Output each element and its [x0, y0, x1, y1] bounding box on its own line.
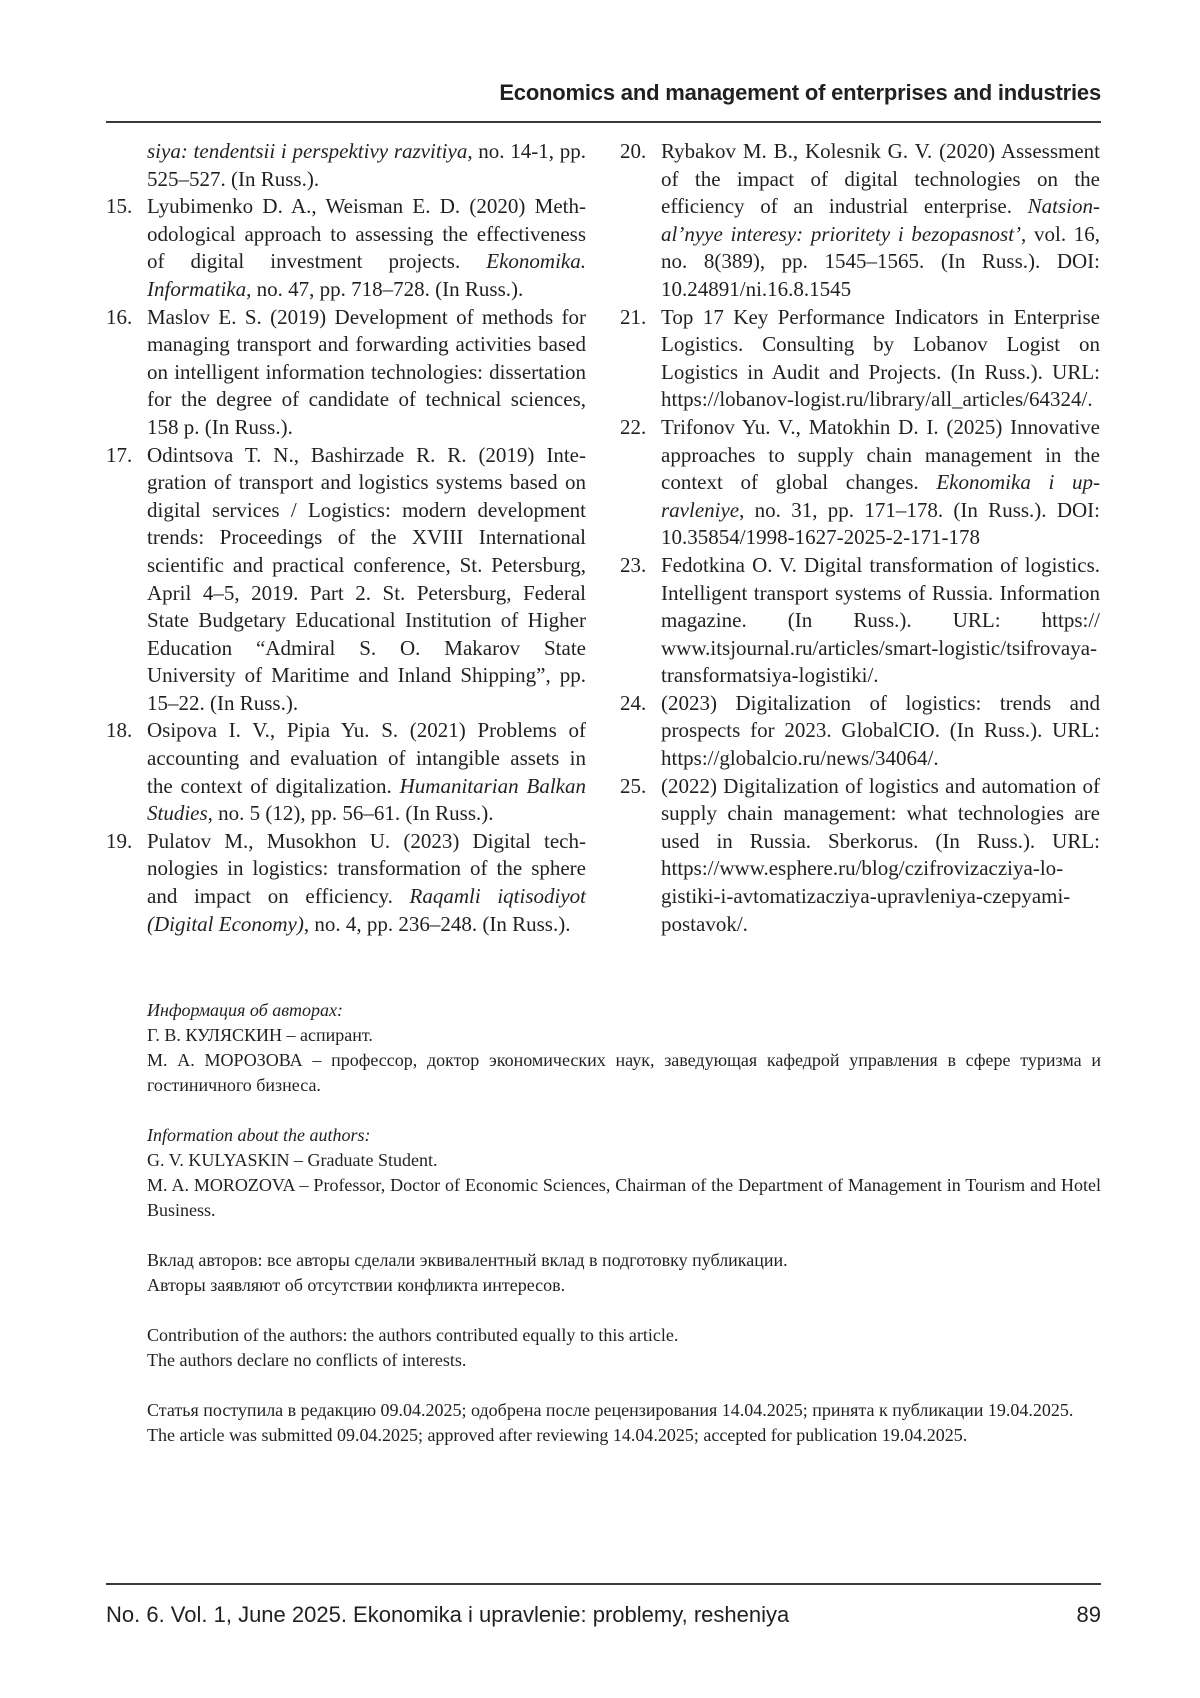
reference-number: 24.: [620, 690, 647, 715]
reference-item: [620, 414, 1100, 552]
reference-text: Trifonov Yu. V., Matokhin D. I. (2025) Innovative approaches to supply chain management in the context of global changes.: [661, 414, 1100, 495]
reference-number: 21.: [620, 304, 647, 329]
running-header: Economics and management of enterprises and industries: [499, 80, 1101, 105]
author-ru-1: Г. В. КУЛЯСКИН – аспирант.: [147, 1025, 373, 1045]
references-right-column: [620, 138, 1100, 938]
reference-item: [620, 138, 1100, 304]
reference-item: [620, 690, 1100, 773]
reference-item: [106, 828, 586, 938]
reference-item: [106, 304, 586, 442]
reference-text: , no. 47, pp. 718–728. (In Russ.).: [246, 276, 524, 301]
reference-item: [106, 717, 586, 827]
reference-text: Fedotkina O. V. Digital transformation of logistics. Intelligent transport systems of Russia. Information magazine. (In Russ.). URL: https:// www.itsjournal.ru/articles/smart-logistic/tsifrovaya-transformatsiya-logistiki/.: [661, 552, 1100, 688]
reference-text: (2022) Digitalization of logistics and automation of supply chain management: what technologies are used in Russia. Sberkorus. (In Russ.). URL: https://www.esphere.ru/blog/czifrovizacziya-logistiki-i-avtomatizacziya-upravleniya-czepyami-postavok/.: [661, 773, 1100, 936]
reference-source-title: siya: tendentsii i perspektivy razvitiya: [147, 139, 468, 163]
reference-number: 23.: [620, 552, 647, 577]
reference-text: Odintsova T. N., Bashirzade R. R. (2019) Integration of transport and logistics systems based on digital services / Logistics: modern development trends: Proceedings of the XVIII International scientific and practical conference, St. Petersburg, April 4–5, 2019. Part 2. St. Petersburg, Federal State Budgetary Educational Institution of Higher Education “Admiral S. O. Makarov State University of Maritime and Inland Shipping”, pp. 15–22. (In Russ.).: [147, 442, 586, 715]
reference-number: 15.: [106, 194, 133, 219]
author-en-1: G. V. KULYASKIN – Graduate Student.: [147, 1150, 438, 1170]
reference-text: Top 17 Key Performance Indicators in Enterprise Logistics. Consulting by Lobanov Logist on Logistics in Audit and Projects. (In Russ.). URL: https://lobanov-logist.ru/library/all_articles/64324/.: [661, 304, 1100, 412]
contribution-ru-1: Вклад авторов: все авторы сделали эквивалентный вклад в подготовку публикации.: [147, 1250, 788, 1270]
dates-ru: Статья поступила в редакцию 09.04.2025; одобрена после рецензирования 14.04.2025; принята к публикации 19.04.2025.: [147, 1400, 1074, 1420]
author-en-2: M. A. MOROZOVA – Professor, Doctor of Economic Sciences, Chairman of the Department of Management in Tourism and Hotel Business.: [147, 1175, 1101, 1220]
reference-number: 18.: [106, 718, 133, 743]
author-ru-2: М. А. МОРОЗОВА – профессор, доктор экономических наук, заведующая кафедрой управления в сфере туризма и гостиничного бизнеса.: [147, 1050, 1101, 1095]
dates-en: The article was submitted 09.04.2025; approved after reviewing 14.04.2025; accepted for publication 19.04.2025.: [147, 1425, 968, 1445]
reference-text: , no. 31, pp. 171–178. (In Russ.). DOI: 10.35854/1998-1627-2025-2-171-178: [661, 497, 1100, 550]
reference-text: , no. 4, pp. 236–248. (In Russ.).: [303, 911, 571, 936]
journal-footer: No. 6. Vol. 1, June 2025. Ekonomika i upravlenie: problemy, resheniya: [106, 1602, 790, 1627]
reference-text: Osipova I. V., Pipia Yu. S. (2021) Problems of accounting and evaluation of intangible assets in the context of digitalization.: [147, 718, 586, 798]
page-number: 89: [1076, 1602, 1101, 1627]
reference-text: , no. 14-1, pp. 525–527. (In Russ.).: [147, 139, 586, 191]
contribution-ru-2: Авторы заявляют об отсутствии конфликта интересов.: [147, 1275, 566, 1295]
author-notes: [147, 998, 1101, 1448]
reference-text: (2023) Digitalization of logistics: trends and prospects for 2023. GlobalCIO. (In Russ.). URL: https://globalcio.ru/news/34064/.: [661, 690, 1100, 771]
reference-source-title: Ekonomika. Informatika: [147, 249, 586, 301]
reference-item: [106, 193, 586, 303]
reference-text: Maslov E. S. (2019) Development of methods for managing transport and forwarding activities based on intelligent information technologies: dissertation for the degree of candidate of technical sciences, 158 p. (In Russ.).: [147, 304, 586, 439]
reference-item: [620, 773, 1100, 939]
reference-source-title: Ekonomika i upravleniye: [661, 470, 1100, 522]
reference-text: Pulatov M., Musokhon U. (2023) Digital technologies in logistics: transformation of the sphere and impact on efficiency.: [147, 828, 586, 909]
reference-number: 19.: [106, 828, 133, 853]
reference-text: , vol. 16, no. 8(389), pp. 1545–1565. (In Russ.). DOI: 10.24891/ni.16.8.1545: [661, 221, 1100, 301]
reference-item: [620, 304, 1100, 414]
reference-item: [620, 552, 1100, 690]
reference-number: 20.: [620, 139, 647, 163]
references-left-column: [106, 138, 586, 938]
reference-source-title: Raqamli iqtisodiyot (Digital Economy): [147, 884, 586, 936]
authors-ru-heading: Информация об авторах:: [147, 1000, 344, 1020]
reference-number: 16.: [106, 304, 133, 329]
reference-number: 22.: [620, 414, 647, 439]
header-rule: [106, 121, 1101, 123]
reference-source-title: Natsional’nyye interesy: prioritety i bezopasnost’: [661, 194, 1100, 246]
reference-source-title: Humanitarian Balkan Studies: [147, 773, 586, 826]
footer-rule: [106, 1583, 1101, 1585]
contribution-en-1: Contribution of the authors: the authors contributed equally to this article.: [147, 1325, 679, 1345]
reference-number: 25.: [620, 773, 647, 798]
authors-en-heading: Information about the authors:: [147, 1125, 371, 1145]
reference-text: Lyubimenko D. A., Weisman E. D. (2020) Methodological approach to assessing the effectiveness of digital investment projects.: [147, 194, 586, 274]
reference-number: 17.: [106, 442, 133, 467]
reference-text: , no. 5 (12), pp. 56–61. (In Russ.).: [207, 801, 494, 826]
reference-item: [106, 138, 586, 193]
contribution-en-2: The authors declare no conflicts of interests.: [147, 1350, 467, 1370]
reference-item: [106, 442, 586, 718]
reference-text: Rybakov M. B., Kolesnik G. V. (2020) Assessment of the impact of digital technologies on the efficiency of an industrial enterprise.: [661, 139, 1100, 219]
